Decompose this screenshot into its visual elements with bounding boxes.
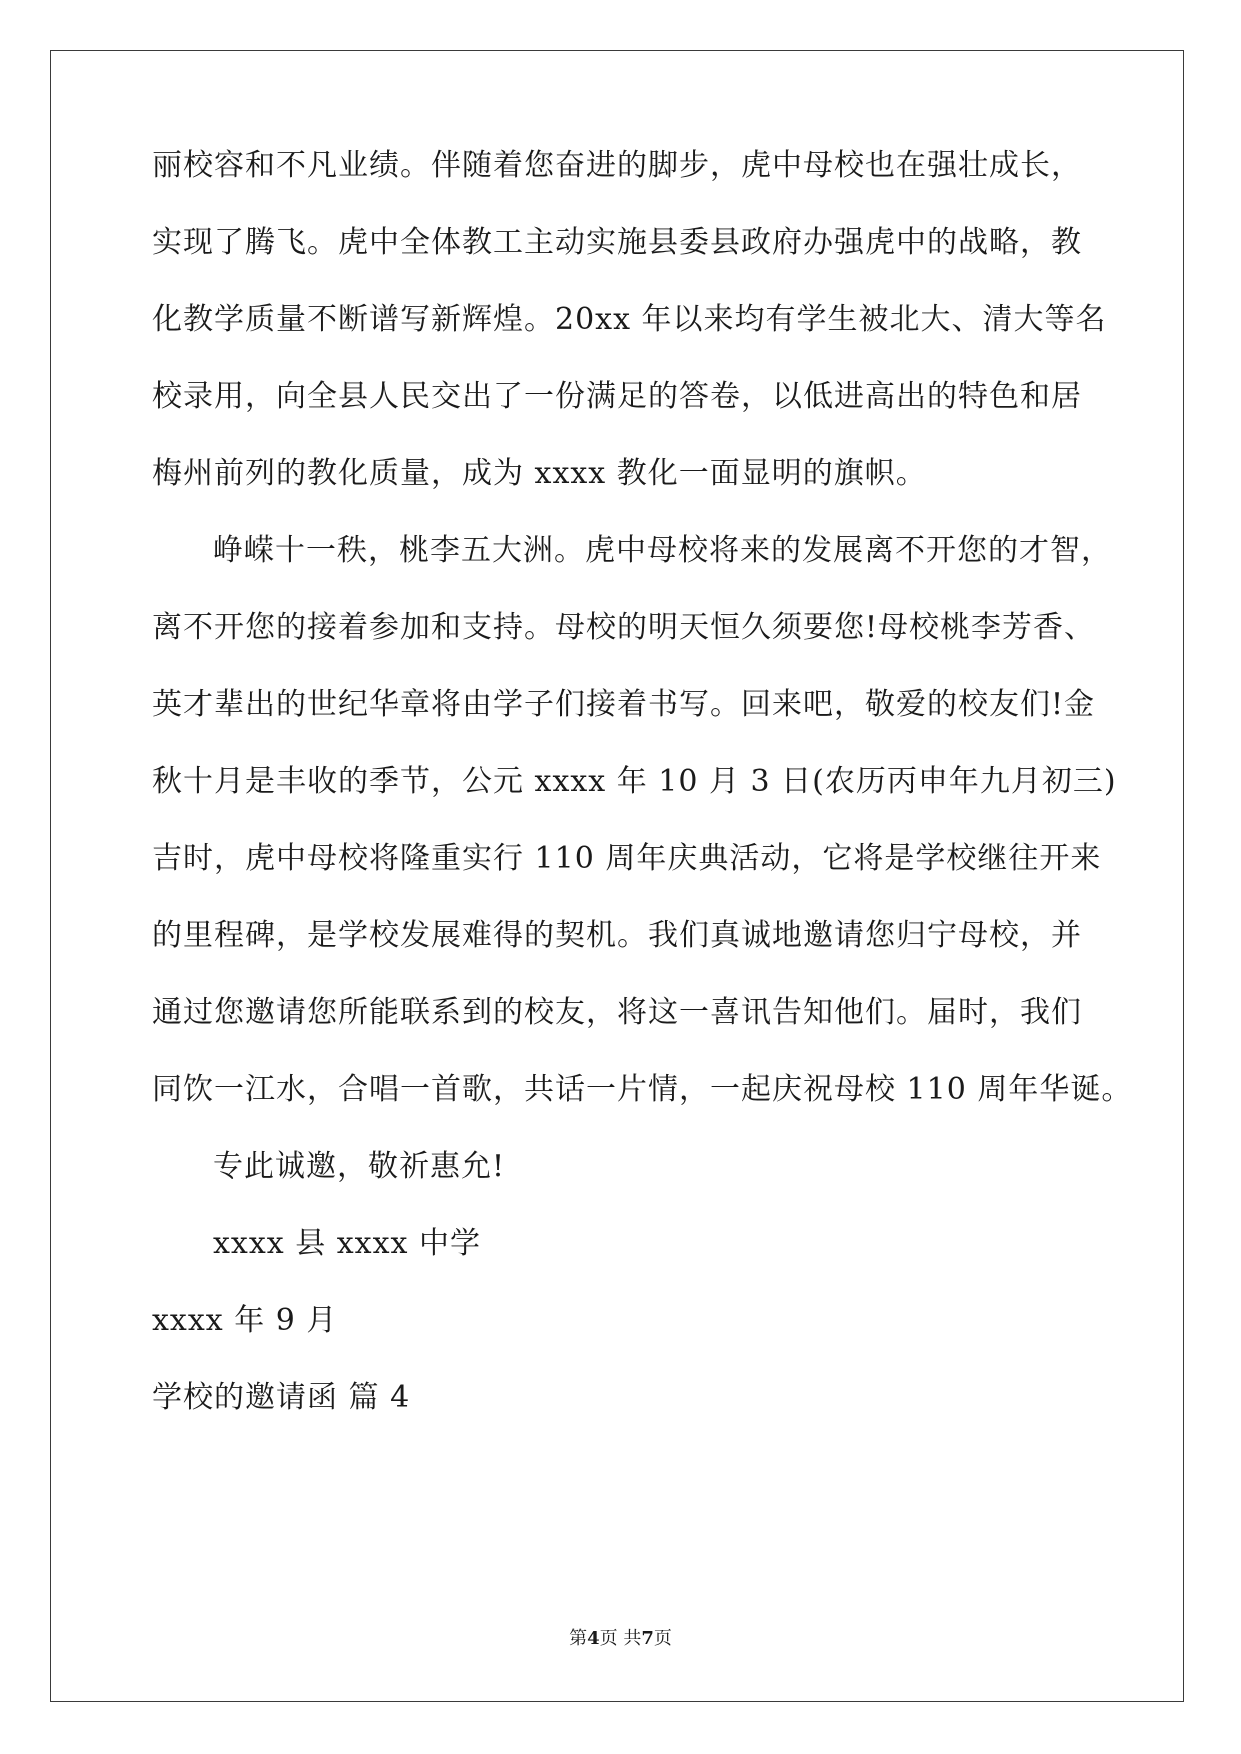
section-heading: 学校的邀请函 篇 4: [152, 1380, 411, 1415]
p1-line-4: 校录用，向全县人民交出了一份满足的答卷，以低进高出的特色和居: [152, 379, 1082, 414]
p2-line-7: 通过您邀请您所能联系到的校友，将这一喜讯告知他们。届时，我们: [152, 995, 1082, 1030]
footer-suffix: 页: [653, 1628, 672, 1649]
p1-line-5: 梅州前列的教化质量，成为 xxxx 教化一面显明的旗帜。: [152, 456, 927, 491]
p2-line-5: 吉时，虎中母校将隆重实行 110 周年庆典活动，它将是学校继往开来: [152, 841, 1102, 876]
p2-line-4: 秋十月是丰收的季节，公元 xxxx 年 10 月 3 日(农历丙申年九月初三): [152, 764, 1117, 799]
p2-line-6: 的里程碑，是学校发展难得的契机。我们真诚地邀请您归宁母校，并: [152, 918, 1082, 953]
signature-line: xxxx 县 xxxx 中学: [213, 1226, 481, 1261]
footer-prefix: 第: [569, 1628, 588, 1649]
closing-line: 专此诚邀，敬祈惠允!: [213, 1149, 506, 1184]
footer-total-pages: 7: [641, 1628, 654, 1649]
p2-line-3: 英才辈出的世纪华章将由学子们接着书写。回来吧，敬爱的校友们!金: [152, 687, 1096, 722]
p2-line-1: 峥嵘十一秩，桃李五大洲。虎中母校将来的发展离不开您的才智，: [213, 533, 1112, 568]
p1-line-1: 丽校容和不凡业绩。伴随着您奋进的脚步，虎中母校也在强壮成长，: [152, 148, 1082, 183]
footer-middle: 页 共: [599, 1628, 642, 1649]
p1-line-2: 实现了腾飞。虎中全体教工主动实施县委县政府办强虎中的战略，教: [152, 225, 1082, 260]
footer-page-number: 4: [587, 1628, 600, 1649]
p1-line-3: 化教学质量不断谱写新辉煌。20xx 年以来均有学生被北大、清大等名: [152, 302, 1107, 337]
p2-line-2: 离不开您的接着参加和支持。母校的明天恒久须要您!母校桃李芳香、: [152, 610, 1096, 645]
page-footer: [0, 1627, 1241, 1651]
date-line: xxxx 年 9 月: [152, 1303, 338, 1338]
p2-line-8: 同饮一江水，合唱一首歌，共话一片情，一起庆祝母校 110 周年华诞。: [152, 1072, 1133, 1107]
